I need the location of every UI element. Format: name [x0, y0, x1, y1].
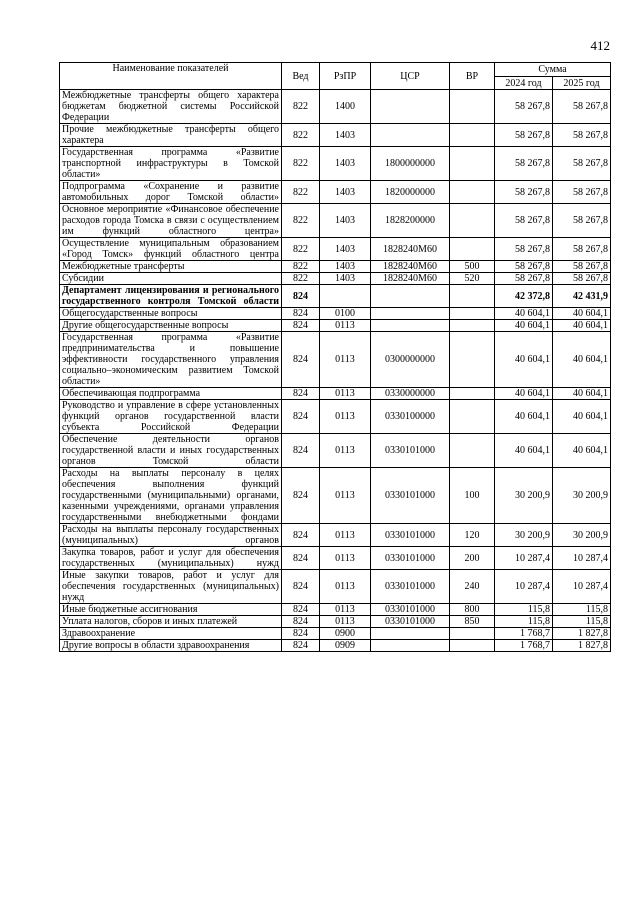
row-csr	[371, 320, 450, 332]
row-ved: 822	[282, 90, 320, 124]
row-csr: 0300000000	[371, 332, 450, 388]
row-sum-2025: 42 431,9	[553, 285, 611, 308]
table-row	[60, 570, 611, 604]
row-vr: 240	[450, 570, 495, 604]
row-name: Субсидии	[60, 273, 282, 285]
row-csr: 1828240М60	[371, 273, 450, 285]
row-rzpr: 0113	[320, 400, 371, 434]
row-sum-2024: 58 267,8	[495, 204, 553, 238]
table-row	[60, 238, 611, 261]
row-sum-2025: 58 267,8	[553, 181, 611, 204]
row-sum-2025: 40 604,1	[553, 308, 611, 320]
row-rzpr: 1403	[320, 181, 371, 204]
row-csr: 1828240М60	[371, 238, 450, 261]
row-rzpr	[320, 285, 371, 308]
row-csr: 0330100000	[371, 400, 450, 434]
row-csr: 1800000000	[371, 147, 450, 181]
row-csr: 0330101000	[371, 434, 450, 468]
row-vr: 120	[450, 524, 495, 547]
table-row	[60, 524, 611, 547]
row-sum-2025: 1 827,8	[553, 640, 611, 652]
header-rzpr: РзПР	[320, 63, 371, 90]
row-sum-2024: 58 267,8	[495, 181, 553, 204]
row-name: Закупка товаров, работ и услуг для обеспечения государственных (муниципальных) нужд	[60, 547, 282, 570]
row-sum-2024: 42 372,8	[495, 285, 553, 308]
table-row	[60, 616, 611, 628]
row-csr	[371, 124, 450, 147]
row-sum-2025: 40 604,1	[553, 320, 611, 332]
row-sum-2024: 10 287,4	[495, 547, 553, 570]
row-rzpr: 1403	[320, 261, 371, 273]
row-name: Другие общегосударственные вопросы	[60, 320, 282, 332]
row-csr: 0330101000	[371, 616, 450, 628]
row-sum-2024: 115,8	[495, 604, 553, 616]
row-name: Общегосударственные вопросы	[60, 308, 282, 320]
row-sum-2025: 40 604,1	[553, 388, 611, 400]
row-rzpr: 0113	[320, 616, 371, 628]
row-name: Департамент лицензирования и регионального государственного контроля Томской области	[60, 285, 282, 308]
row-csr: 0330101000	[371, 468, 450, 524]
row-vr	[450, 204, 495, 238]
row-vr	[450, 400, 495, 434]
row-name: Осуществление муниципальным образованием «Город Томск» функций областного центра	[60, 238, 282, 261]
row-sum-2024: 40 604,1	[495, 434, 553, 468]
row-csr	[371, 640, 450, 652]
table-row	[60, 400, 611, 434]
row-csr	[371, 308, 450, 320]
row-ved: 824	[282, 332, 320, 388]
row-sum-2024: 40 604,1	[495, 308, 553, 320]
table-row	[60, 285, 611, 308]
row-sum-2025: 30 200,9	[553, 524, 611, 547]
row-sum-2025: 115,8	[553, 604, 611, 616]
row-name: Иные бюджетные ассигнования	[60, 604, 282, 616]
budget-table	[59, 62, 611, 652]
table-row	[60, 261, 611, 273]
row-name: Уплата налогов, сборов и иных платежей	[60, 616, 282, 628]
table-row	[60, 181, 611, 204]
row-rzpr: 0113	[320, 388, 371, 400]
row-ved: 824	[282, 308, 320, 320]
table-row	[60, 273, 611, 285]
row-rzpr: 1403	[320, 124, 371, 147]
row-ved: 824	[282, 434, 320, 468]
row-vr	[450, 434, 495, 468]
row-vr	[450, 285, 495, 308]
row-name: Другие вопросы в области здравоохранения	[60, 640, 282, 652]
table-row	[60, 308, 611, 320]
table-row	[60, 204, 611, 238]
row-rzpr: 0113	[320, 434, 371, 468]
row-rzpr: 1403	[320, 238, 371, 261]
row-name: Подпрограмма «Сохранение и развитие автомобильных дорог Томской области»	[60, 181, 282, 204]
row-vr	[450, 90, 495, 124]
row-csr: 1828200000	[371, 204, 450, 238]
table-row	[60, 547, 611, 570]
row-csr: 0330101000	[371, 547, 450, 570]
row-sum-2025: 30 200,9	[553, 468, 611, 524]
row-rzpr: 0113	[320, 320, 371, 332]
row-vr: 200	[450, 547, 495, 570]
row-sum-2025: 58 267,8	[553, 147, 611, 181]
row-ved: 824	[282, 616, 320, 628]
table-row	[60, 468, 611, 524]
row-csr: 0330101000	[371, 524, 450, 547]
row-name: Руководство и управление в сфере установленных функций органов государственной власти субъекта Российской Федерации	[60, 400, 282, 434]
row-sum-2024: 115,8	[495, 616, 553, 628]
row-vr: 520	[450, 273, 495, 285]
row-ved: 824	[282, 285, 320, 308]
row-sum-2024: 40 604,1	[495, 388, 553, 400]
row-csr	[371, 90, 450, 124]
row-sum-2024: 40 604,1	[495, 332, 553, 388]
row-vr	[450, 124, 495, 147]
row-name: Здравоохранение	[60, 628, 282, 640]
row-rzpr: 0113	[320, 604, 371, 616]
row-name: Государственная программа «Развитие предпринимательства и повышение эффективности государственного управления социально–экономическим развитием Томской области»	[60, 332, 282, 388]
row-name: Расходы на выплаты персоналу государственных (муниципальных) органов	[60, 524, 282, 547]
row-name: Межбюджетные трансферты	[60, 261, 282, 273]
row-name: Государственная программа «Развитие транспортной инфраструктуры в Томской области»	[60, 147, 282, 181]
header-csr: ЦСР	[371, 63, 450, 90]
row-rzpr: 0113	[320, 332, 371, 388]
row-sum-2025: 58 267,8	[553, 261, 611, 273]
row-csr: 0330000000	[371, 388, 450, 400]
row-rzpr: 1403	[320, 273, 371, 285]
row-sum-2024: 58 267,8	[495, 261, 553, 273]
row-vr: 100	[450, 468, 495, 524]
row-rzpr: 1403	[320, 204, 371, 238]
row-sum-2025: 58 267,8	[553, 273, 611, 285]
row-sum-2025: 40 604,1	[553, 332, 611, 388]
row-ved: 824	[282, 400, 320, 434]
row-ved: 822	[282, 261, 320, 273]
row-vr	[450, 332, 495, 388]
row-csr: 0330101000	[371, 604, 450, 616]
table-row	[60, 90, 611, 124]
row-sum-2024: 30 200,9	[495, 468, 553, 524]
row-vr: 800	[450, 604, 495, 616]
table-row	[60, 147, 611, 181]
table-row	[60, 388, 611, 400]
row-csr	[371, 285, 450, 308]
row-name: Обеспечивающая подпрограмма	[60, 388, 282, 400]
row-ved: 822	[282, 273, 320, 285]
row-vr	[450, 628, 495, 640]
row-sum-2024: 58 267,8	[495, 124, 553, 147]
table-row	[60, 434, 611, 468]
header-ved: Вед	[282, 63, 320, 90]
row-rzpr: 1400	[320, 90, 371, 124]
row-vr: 850	[450, 616, 495, 628]
row-sum-2025: 10 287,4	[553, 547, 611, 570]
row-rzpr: 0113	[320, 570, 371, 604]
row-ved: 824	[282, 524, 320, 547]
row-rzpr: 0100	[320, 308, 371, 320]
row-vr	[450, 388, 495, 400]
row-sum-2024: 58 267,8	[495, 90, 553, 124]
table-row	[60, 124, 611, 147]
row-csr: 0330101000	[371, 570, 450, 604]
table-row	[60, 604, 611, 616]
row-sum-2024: 58 267,8	[495, 147, 553, 181]
row-rzpr: 1403	[320, 147, 371, 181]
row-ved: 822	[282, 238, 320, 261]
row-sum-2024: 10 287,4	[495, 570, 553, 604]
header-sum: Сумма	[495, 63, 611, 77]
row-vr	[450, 181, 495, 204]
header-year-2024: 2024 год	[495, 77, 553, 90]
row-ved: 822	[282, 181, 320, 204]
row-csr: 1820000000	[371, 181, 450, 204]
row-name: Иные закупки товаров, работ и услуг для обеспечения государственных (муниципальных) нужд	[60, 570, 282, 604]
row-sum-2025: 40 604,1	[553, 434, 611, 468]
row-ved: 824	[282, 468, 320, 524]
row-sum-2025: 115,8	[553, 616, 611, 628]
row-vr	[450, 238, 495, 261]
row-sum-2024: 30 200,9	[495, 524, 553, 547]
row-name: Обеспечение деятельности органов государственной власти и иных государственных органов Томской области	[60, 434, 282, 468]
row-sum-2024: 40 604,1	[495, 400, 553, 434]
page-number: 412	[590, 38, 610, 53]
row-name: Прочие межбюджетные трансферты общего характера	[60, 124, 282, 147]
row-name: Межбюджетные трансферты общего характера бюджетам бюджетной системы Российской Федерации	[60, 90, 282, 124]
row-rzpr: 0900	[320, 628, 371, 640]
row-csr	[371, 628, 450, 640]
table-row	[60, 332, 611, 388]
row-ved: 824	[282, 547, 320, 570]
row-ved: 824	[282, 628, 320, 640]
row-name: Основное мероприятие «Финансовое обеспечение расходов города Томска в связи с осуществлением им функций областного центра»	[60, 204, 282, 238]
row-name: Расходы на выплаты персоналу в целях обеспечения выполнения функций государственными (муниципальными) органами, казенными учреждениями, органами управления государственными внебюджетными фондами	[60, 468, 282, 524]
row-vr	[450, 147, 495, 181]
header-year-2025: 2025 год	[553, 77, 611, 90]
row-ved: 824	[282, 570, 320, 604]
row-csr: 1828240М60	[371, 261, 450, 273]
row-ved: 824	[282, 604, 320, 616]
row-vr	[450, 308, 495, 320]
row-rzpr: 0113	[320, 468, 371, 524]
row-ved: 824	[282, 320, 320, 332]
row-sum-2025: 1 827,8	[553, 628, 611, 640]
table-row	[60, 628, 611, 640]
row-sum-2025: 40 604,1	[553, 400, 611, 434]
table-row	[60, 320, 611, 332]
row-ved: 822	[282, 204, 320, 238]
header-name: Наименование показателей	[60, 63, 282, 90]
row-rzpr: 0113	[320, 524, 371, 547]
table-row	[60, 640, 611, 652]
row-vr	[450, 640, 495, 652]
row-ved: 822	[282, 147, 320, 181]
row-sum-2025: 10 287,4	[553, 570, 611, 604]
row-rzpr: 0113	[320, 547, 371, 570]
row-rzpr: 0909	[320, 640, 371, 652]
row-sum-2025: 58 267,8	[553, 204, 611, 238]
row-sum-2025: 58 267,8	[553, 238, 611, 261]
row-sum-2024: 1 768,7	[495, 640, 553, 652]
row-ved: 824	[282, 640, 320, 652]
row-sum-2024: 58 267,8	[495, 273, 553, 285]
row-ved: 822	[282, 124, 320, 147]
row-ved: 824	[282, 388, 320, 400]
row-vr	[450, 320, 495, 332]
header-vr: ВР	[450, 63, 495, 90]
row-sum-2024: 40 604,1	[495, 320, 553, 332]
row-sum-2024: 1 768,7	[495, 628, 553, 640]
row-sum-2025: 58 267,8	[553, 90, 611, 124]
row-vr: 500	[450, 261, 495, 273]
row-sum-2024: 58 267,8	[495, 238, 553, 261]
row-sum-2025: 58 267,8	[553, 124, 611, 147]
